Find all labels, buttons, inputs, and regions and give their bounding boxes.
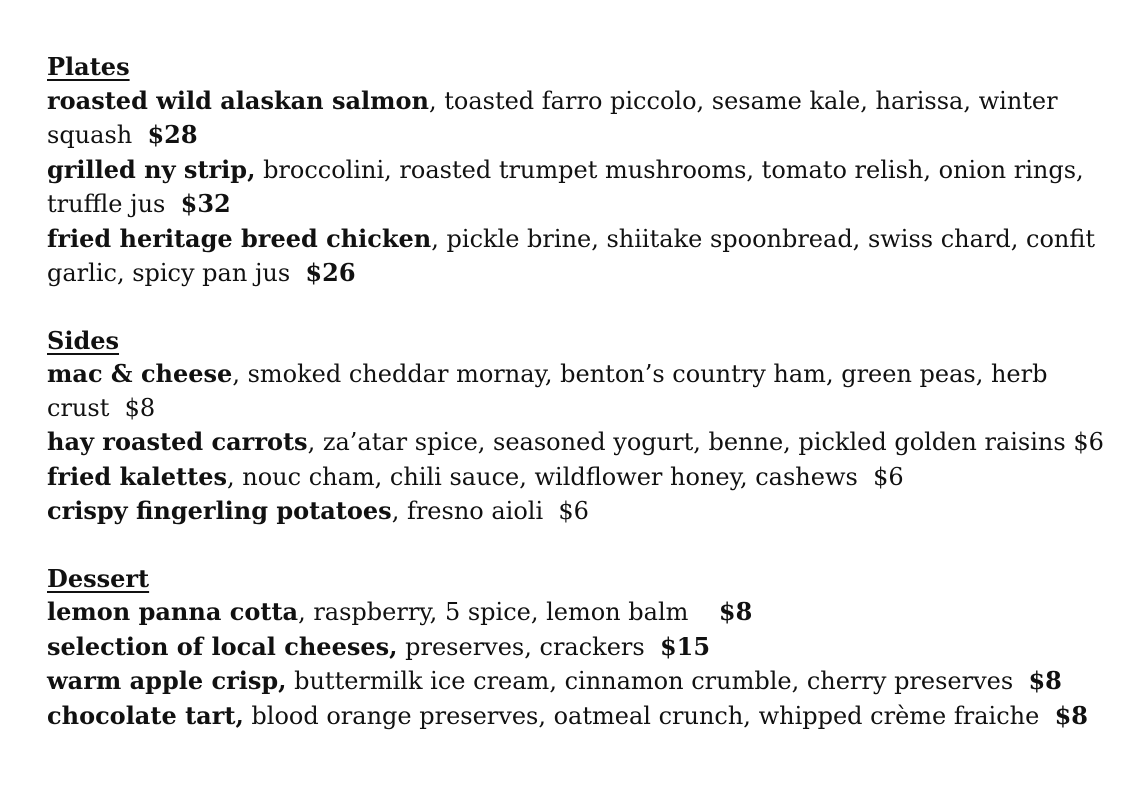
- item-description: blood orange preserves, oatmeal crunch, whipped crème fraiche: [243, 701, 1040, 730]
- item-description: preserves, crackers: [397, 632, 645, 661]
- item-description: , toasted farro piccolo, sesame kale, harissa, winter squash: [47, 86, 1058, 149]
- item-name: fried kalettes: [47, 461, 228, 491]
- menu-item: [47, 425, 1117, 460]
- item-description: , pickle brine, shiitake spoonbread, swiss chard, confit garlic, spicy pan jus: [47, 224, 1096, 287]
- menu-item: [47, 222, 1117, 291]
- menu-item: [47, 153, 1117, 222]
- section-dessert: [47, 562, 1117, 734]
- item-name: chocolate tart,: [47, 700, 244, 730]
- item-description: , za’atar spice, seasoned yogurt, benne, pickled golden raisins: [307, 428, 1066, 456]
- menu-item: [47, 630, 1117, 665]
- item-name: warm apple crisp,: [47, 666, 287, 695]
- menu-item: [47, 84, 1117, 153]
- item-name: hay roasted carrots: [47, 427, 308, 456]
- item-price: $6: [873, 462, 904, 491]
- item-description: broccolini, roasted trumpet mushrooms, tomato relish, onion rings, truffle jus: [47, 155, 1084, 218]
- item-description: , smoked cheddar mornay, benton’s country ham, green peas, herb crust: [47, 360, 1048, 422]
- menu-item: [47, 460, 1117, 495]
- menu-item: [47, 699, 1117, 734]
- item-price: $8: [1028, 666, 1062, 695]
- item-price: $8: [124, 393, 156, 422]
- menu-document: [47, 50, 1117, 766]
- menu-item: [47, 494, 1117, 529]
- menu-item: [47, 357, 1117, 425]
- item-price: $6: [558, 497, 589, 525]
- item-description: , fresno aioli: [391, 497, 544, 525]
- item-name: mac & cheese: [47, 359, 233, 388]
- section-sides: [47, 324, 1117, 529]
- item-description: , raspberry, 5 spice, lemon balm: [298, 598, 689, 626]
- item-description: buttermilk ice cream, cinnamon crumble, cherry preserves: [286, 667, 1014, 695]
- section-plates: [47, 50, 1117, 291]
- section-title: Dessert: [47, 563, 150, 593]
- item-price: $15: [659, 631, 711, 661]
- item-name: crispy fingerling potatoes: [47, 496, 392, 525]
- item-description: , nouc cham, chili sauce, wildflower honey, cashews: [227, 462, 858, 491]
- section-title: Sides: [47, 325, 120, 355]
- item-name: roasted wild alaskan salmon: [47, 85, 429, 115]
- item-name: grilled ny strip,: [47, 154, 256, 184]
- item-name: selection of local cheeses,: [47, 631, 398, 661]
- item-price: $8: [718, 597, 753, 626]
- item-price: $8: [1054, 700, 1088, 730]
- item-name: lemon panna cotta: [47, 597, 299, 626]
- item-price: $6: [1073, 428, 1104, 456]
- section-title: Plates: [47, 52, 130, 81]
- item-price: $28: [147, 120, 198, 149]
- item-price: $26: [305, 258, 356, 287]
- item-price: $32: [180, 189, 231, 218]
- menu-item: [47, 664, 1117, 699]
- item-name: fried heritage breed chicken: [47, 223, 432, 253]
- menu-item: [47, 595, 1117, 630]
